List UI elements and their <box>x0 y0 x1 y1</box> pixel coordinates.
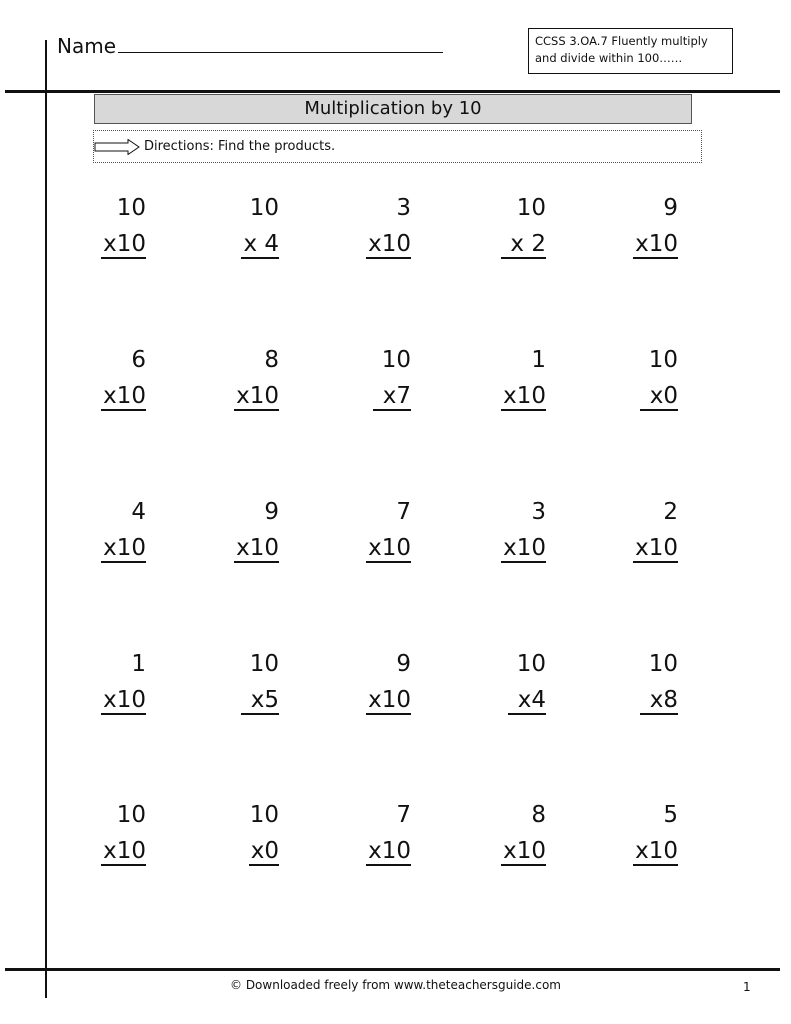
name-label: Name <box>57 34 117 58</box>
problem <box>199 190 279 262</box>
arrow-right-icon <box>94 139 140 155</box>
problem-top-number: 5 <box>663 802 678 828</box>
problem-top-number: 10 <box>116 802 146 828</box>
problem <box>199 342 279 414</box>
problem-bottom-row <box>598 833 678 869</box>
problem <box>466 494 546 566</box>
problem-multiplier: x10 <box>503 383 546 409</box>
problem <box>598 494 678 566</box>
problem <box>598 646 678 718</box>
problem-bottom-row <box>466 530 546 566</box>
problem-multiplier: x10 <box>236 535 279 561</box>
name-row <box>57 34 443 58</box>
problem <box>199 494 279 566</box>
problem-multiplier: x0 <box>642 383 678 409</box>
problem-bottom-row <box>466 226 546 262</box>
problem-bottom-row <box>598 682 678 718</box>
problem <box>598 797 678 869</box>
problem-top-number: 10 <box>381 347 411 373</box>
problem-multiplier: x10 <box>103 687 146 713</box>
problem-top-number: 10 <box>249 802 279 828</box>
problem-bottom-row <box>199 833 279 869</box>
problem-top-number: 10 <box>648 347 678 373</box>
standard-text: CCSS 3.OA.7 Fluently multiply and divide within 100…… <box>535 34 708 65</box>
problem <box>66 190 146 262</box>
problem-top-number: 10 <box>648 651 678 677</box>
problem <box>66 797 146 869</box>
problem-multiplier: x0 <box>250 838 279 864</box>
problem <box>598 342 678 414</box>
problem-multiplier: x10 <box>103 838 146 864</box>
problem-bottom-row <box>66 226 146 262</box>
problem-multiplier: x10 <box>103 535 146 561</box>
problem-top-number: 2 <box>663 499 678 525</box>
problem-top-number: 7 <box>396 802 411 828</box>
problem <box>199 797 279 869</box>
problem-multiplier: x7 <box>375 383 411 409</box>
problem <box>66 646 146 718</box>
problem <box>331 494 411 566</box>
problem-top-number: 3 <box>531 499 546 525</box>
standard-box <box>528 28 733 74</box>
problem-top-number: 8 <box>531 802 546 828</box>
problem <box>466 646 546 718</box>
problem-multiplier: x4 <box>510 687 546 713</box>
problem-bottom-row <box>199 530 279 566</box>
directions-box <box>93 130 702 163</box>
problem-multiplier: x10 <box>368 535 411 561</box>
problem-bottom-row <box>199 378 279 414</box>
problem-multiplier: x10 <box>368 231 411 257</box>
problem-bottom-row <box>331 682 411 718</box>
problem <box>199 646 279 718</box>
problem <box>66 494 146 566</box>
problem-top-number: 7 <box>396 499 411 525</box>
problem-bottom-row <box>466 378 546 414</box>
problem-multiplier: x10 <box>103 383 146 409</box>
problem-bottom-row <box>331 378 411 414</box>
header-divider <box>5 90 780 93</box>
problem-multiplier: x10 <box>103 231 146 257</box>
problem-top-number: 6 <box>131 347 146 373</box>
problem-bottom-row <box>66 530 146 566</box>
problem-multiplier: x10 <box>503 838 546 864</box>
problem-multiplier: x10 <box>635 535 678 561</box>
problem-top-number: 1 <box>131 651 146 677</box>
problem-bottom-row <box>598 378 678 414</box>
problem-top-number: 10 <box>116 195 146 221</box>
problem-multiplier: x10 <box>635 231 678 257</box>
problem-bottom-row <box>331 226 411 262</box>
problem-top-number: 4 <box>131 499 146 525</box>
problem-bottom-row <box>466 682 546 718</box>
problem-top-number: 10 <box>516 651 546 677</box>
problem-multiplier: x8 <box>642 687 678 713</box>
problem <box>66 342 146 414</box>
problem-bottom-row <box>331 530 411 566</box>
problem-bottom-row <box>199 226 279 262</box>
problem-top-number: 10 <box>249 195 279 221</box>
problem <box>331 342 411 414</box>
problem-bottom-row <box>66 682 146 718</box>
footer-credit: © Downloaded freely from www.theteachersguide.com <box>230 978 561 992</box>
problem-top-number: 9 <box>663 195 678 221</box>
problem <box>466 342 546 414</box>
problem <box>466 190 546 262</box>
problem-top-number: 1 <box>531 347 546 373</box>
problem-bottom-row <box>598 226 678 262</box>
directions-text: Directions: Find the products. <box>144 139 336 154</box>
problem <box>331 190 411 262</box>
problem-top-number: 9 <box>264 499 279 525</box>
problem <box>598 190 678 262</box>
problem-multiplier: x10 <box>635 838 678 864</box>
problem-bottom-row <box>66 378 146 414</box>
problem-bottom-row <box>598 530 678 566</box>
worksheet-title: Multiplication by 10 <box>94 94 692 124</box>
footer-divider <box>5 968 780 971</box>
problem-multiplier: x10 <box>368 687 411 713</box>
page-number: 1 <box>743 980 751 994</box>
problem-top-number: 10 <box>249 651 279 677</box>
problem-top-number: 10 <box>516 195 546 221</box>
problem-multiplier: x 4 <box>243 231 279 257</box>
problem <box>331 646 411 718</box>
problem-bottom-row <box>66 833 146 869</box>
problem-multiplier: x10 <box>503 535 546 561</box>
problem-bottom-row <box>199 682 279 718</box>
problem-multiplier: x 2 <box>503 231 546 257</box>
margin-line <box>45 40 47 998</box>
problem-multiplier: x10 <box>368 838 411 864</box>
problem-multiplier: x10 <box>236 383 279 409</box>
problem-top-number: 9 <box>396 651 411 677</box>
problem-bottom-row <box>331 833 411 869</box>
problem-multiplier: x5 <box>243 687 279 713</box>
problem-bottom-row <box>466 833 546 869</box>
name-blank[interactable] <box>118 34 443 53</box>
problem <box>331 797 411 869</box>
problem <box>466 797 546 869</box>
problem-top-number: 8 <box>264 347 279 373</box>
problem-top-number: 3 <box>396 195 411 221</box>
